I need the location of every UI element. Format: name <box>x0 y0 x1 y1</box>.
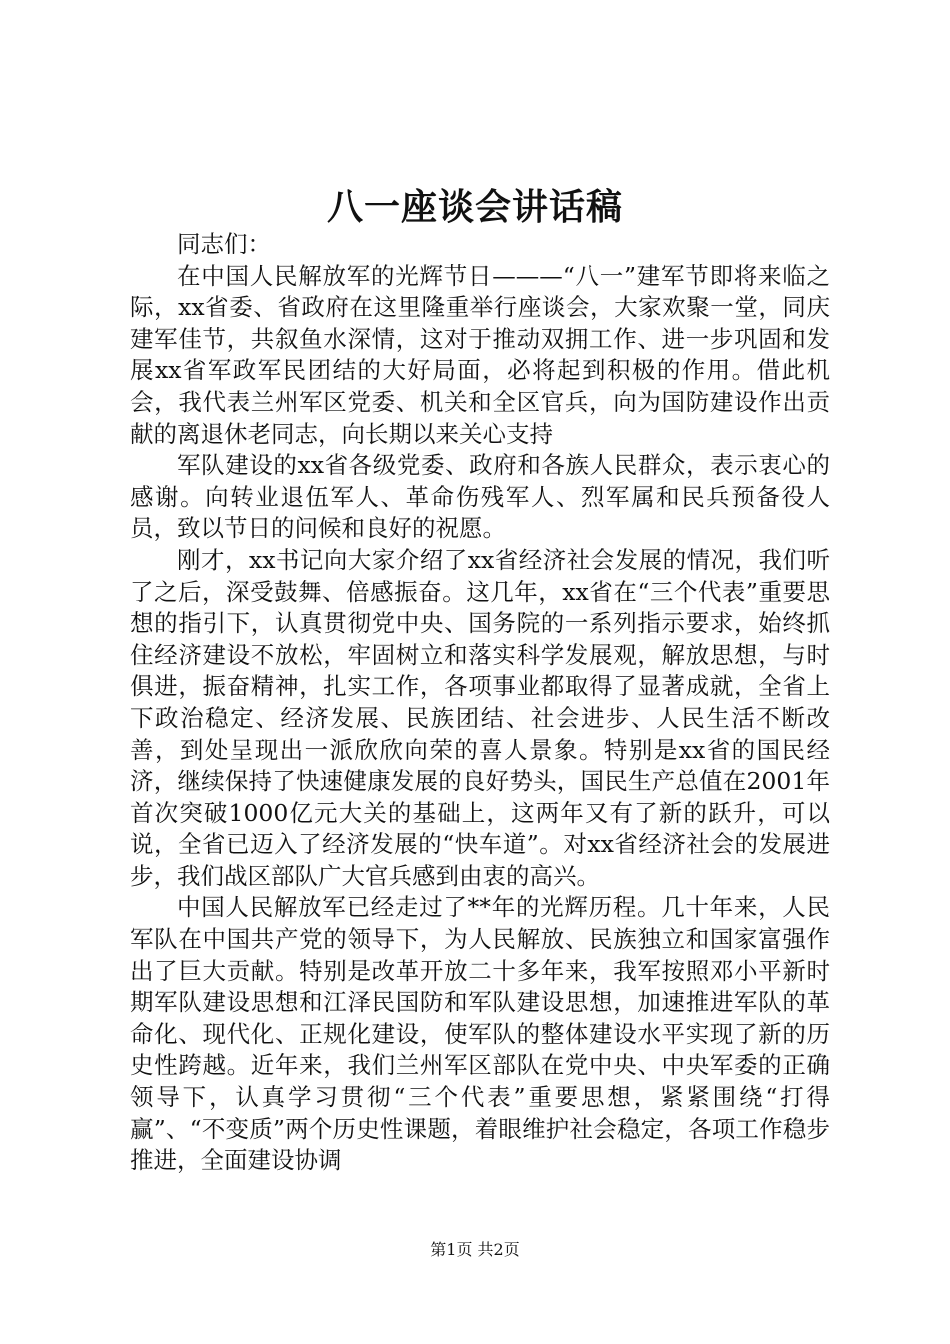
document-title: 八一座谈会讲话稿 <box>326 186 623 228</box>
paragraph: 中国人民解放军已经走过了**年的光辉历程。几十年来，人民军队在中国共产党的领导下，为人民解放、民族独立和国家富强作出了巨大贡献。特别是改革开放二十多年来，我军按照邓小平新时期军队建设思想和江泽民国防和军队建设思想，加速推进军队的革命化、现代化、正规化建设，使军队的整体建设水平实现了新的历史性跨越。近年来，我们兰州军区部队在党中央、中央军委的正确领导下，认真学习贯彻“三个代表”重要思想，紧紧围绕“打得赢”、“不变质”两个历史性课题，着眼维护社会稳定，各项工作稳步推进，全面建设协调 <box>130 893 830 1175</box>
paragraph: 刚才，xx书记向大家介绍了xx省经济社会发展的情况，我们听了之后，深受鼓舞、倍感振奋。这几年，xx省在“三个代表”重要思想的指引下，认真贯彻党中央、国务院的一系列指示要求，始终抓住经济建设不放松，牢固树立和落实科学发展观，解放思想，与时俱进，振奋精神，扎实工作，各项事业都取得了显著成就，全省上下政治稳定、经济发展、民族团结、社会进步、人民生活不断改善，到处呈现出一派欣欣向荣的喜人景象。特别是xx省的国民经济，继续保持了快速健康发展的良好势头，国民生产总值在2001年首次突破1000亿元大关的基础上，这两年又有了新的跃升，可以说，全省已迈入了经济发展的“快车道”。对xx省经济社会的发展进步，我们战区部队广大官兵感到由衷的高兴。 <box>130 545 830 890</box>
document-body <box>130 229 830 1177</box>
paragraph: 在中国人民解放军的光辉节日———“八一”建军节即将来临之际，xx省委、省政府在这里隆重举行座谈会，大家欢聚一堂，同庆建军佳节，共叙鱼水深情，这对于推动双拥工作、进一步巩固和发展xx省军政军民团结的大好局面，必将起到积极的作用。借此机会，我代表兰州军区党委、机关和全区官兵，向为国防建设作出贡献的离退休老同志，向长期以来关心支持 <box>130 261 830 448</box>
salutation: 同志们： <box>177 230 271 258</box>
page-number-footer: 第1页 共2页 <box>430 1240 520 1259</box>
paragraph: 军队建设的xx省各级党委、政府和各族人民群众，表示衷心的感谢。向转业退伍军人、革命伤残军人、烈军属和民兵预备役人员，致以节日的问候和良好的祝愿。 <box>130 451 830 543</box>
